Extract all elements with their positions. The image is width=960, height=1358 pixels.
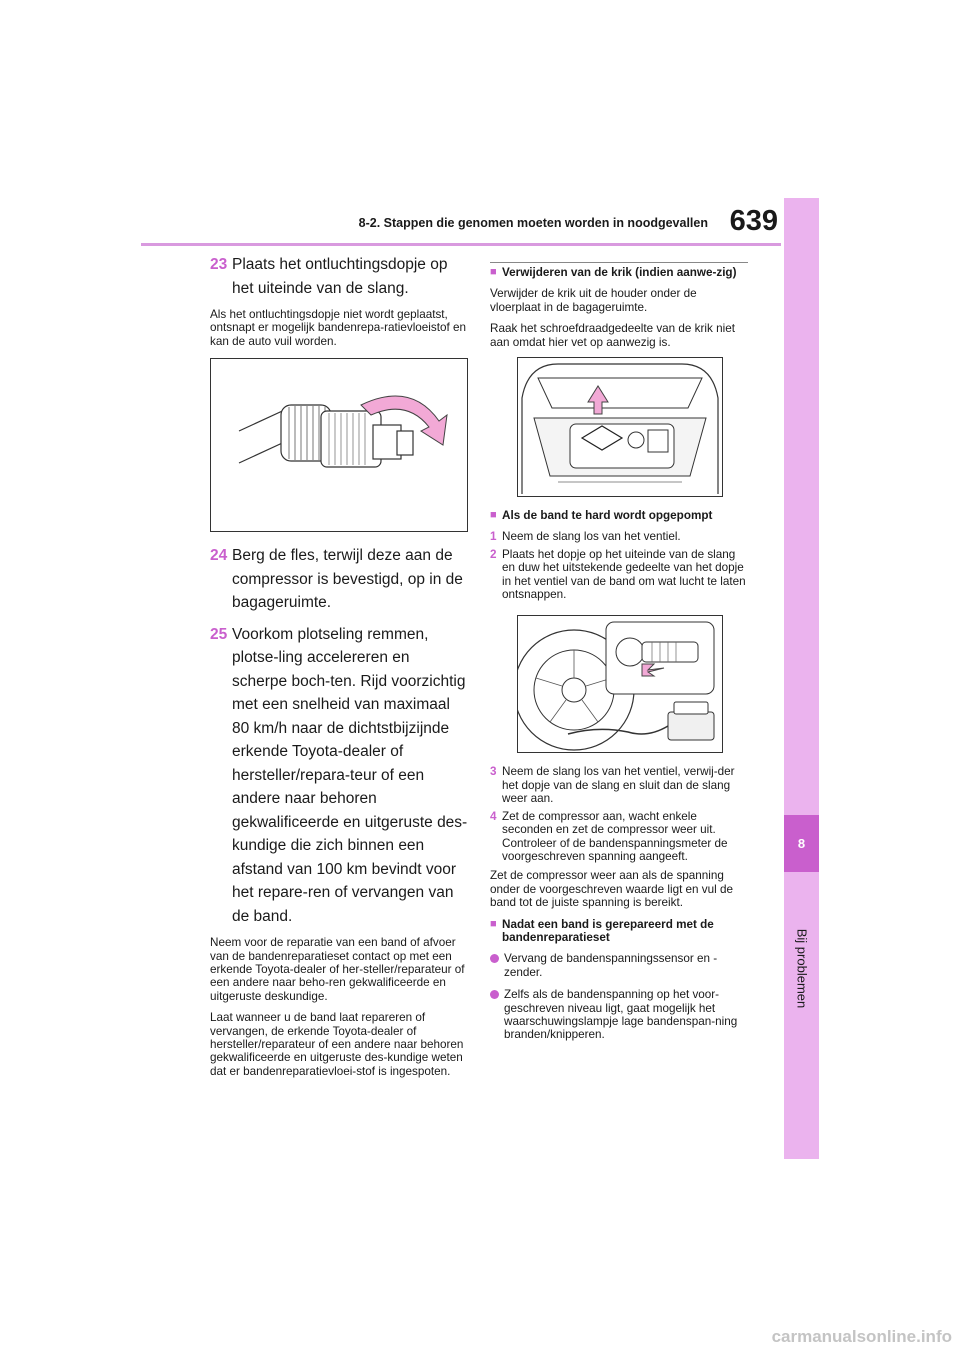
deflate-valve-illustration	[518, 616, 722, 752]
note-25a: Neem voor de reparatie van een band of afvoer van de bandenreparatieset contact op met een erkende Toyota-dealer of her-steller/reparateur of een andere naar beho-ren gekwalificeerde en uitgeruste deskundige.	[210, 936, 465, 1003]
left-column	[210, 253, 468, 1086]
section-rule	[490, 262, 748, 263]
note-23: Als het ontluchtingsdopje niet wordt geplaatst, ontsnapt er mogelijk bandenrepa-ratievloeistof en kan de auto vuil worden.	[210, 308, 466, 348]
overinflate-step-3: 3 Neem de slang los van het ventiel, verwij-der het dopje van de slang en sluit dan de slang weer aan.	[490, 765, 735, 806]
after-repair-bullet-1: Vervang de bandenspanningssensor en -zender.	[490, 952, 748, 979]
overinflate-step-2: 2 Plaats het dopje op het uiteinde van de slang en duw het uitstekende gedeelte van het dopje in het ventiel van de band om wat lucht te laten ontsnappen.	[490, 547, 746, 602]
page-number: 639	[729, 205, 778, 237]
chapter-number: 8	[784, 815, 819, 872]
section-heading-after-repair: ■ Nadat een band is gerepareerd met de bandenreparatieset	[490, 917, 714, 944]
overinflate-step-1: 1 Neem de slang los van het ventiel.	[490, 530, 681, 544]
note-25b: Laat wanneer u de band laat repareren of vervangen, de erkende Toyota-dealer of hersteller/reparateur of een andere naar behoren gekwalificeerde en uitgeruste des-kundige weten dat er bandenreparatievloei-stof is ingespoten.	[210, 1011, 464, 1078]
after-repair-bullet-2: Zelfs als de bandenspanning op het voor-geschreven niveau ligt, gaat mogelijk het waarschuwingslampje lage bandenspan-ning branden/knipperen.	[490, 988, 748, 1042]
vent-cap-illustration	[211, 359, 467, 531]
figure-deflate-valve	[517, 615, 723, 753]
chapter-side-tab	[784, 198, 819, 1159]
overinflate-step-4: 4 Zet de compressor aan, wacht enkele seconden en zet de compressor weer uit. Controleer of de bandenspanningsmeter de voorgeschreven spanning aangeeft.	[490, 809, 728, 863]
step-23: 23 Plaats het ontluchtingsdopje op het uiteinde van de slang.	[210, 256, 448, 297]
jack-paragraph-1: Verwijder de krik uit de houder onder de vloerplaat in de bagageruimte.	[490, 287, 697, 314]
figure-vent-cap	[210, 358, 468, 532]
overinflate-paragraph: Zet de compressor weer aan als de spanning onder de voorgeschreven waarde ligt en vul de band tot de juiste spanning is bereikt.	[490, 869, 733, 910]
right-column	[490, 262, 748, 1051]
jack-paragraph-2: Raak het schroefdraadgedeelte van de krik niet aan omdat hier vet op aanwezig is.	[490, 322, 735, 349]
section-title: 8-2. Stappen die genomen moeten worden in noodgevallen	[358, 216, 708, 230]
step-24: 24 Berg de fles, terwijl deze aan de compressor is bevestigd, op in de bagageruimte.	[210, 547, 463, 612]
luggage-jack-illustration	[518, 358, 722, 496]
header-rule	[141, 243, 781, 246]
figure-luggage-jack	[517, 357, 723, 497]
step-25: 25 Voorkom plotseling remmen, plotse-ling accelereren en scherpe boch-ten. Rijd voorzichtig met een snelheid van maximaal 80 km/h naar de dichtstbijzijnde erkende Toyota-dealer of hersteller/repara-teur of een andere naar behoren gekwalificeerde en uitgeruste des-kundige die zich binnen een afstand van 100 km bevindt voor het repare-ren of vervangen van de band.	[210, 625, 468, 925]
watermark: carmanualsonline.info	[771, 1327, 952, 1346]
chapter-label: Bij problemen	[794, 928, 809, 1008]
section-heading-jack: ■ Verwijderen van de krik (indien aanwe-zig)	[490, 266, 737, 279]
section-heading-overinflated: ■ Als de band te hard wordt opgepompt	[490, 509, 713, 523]
